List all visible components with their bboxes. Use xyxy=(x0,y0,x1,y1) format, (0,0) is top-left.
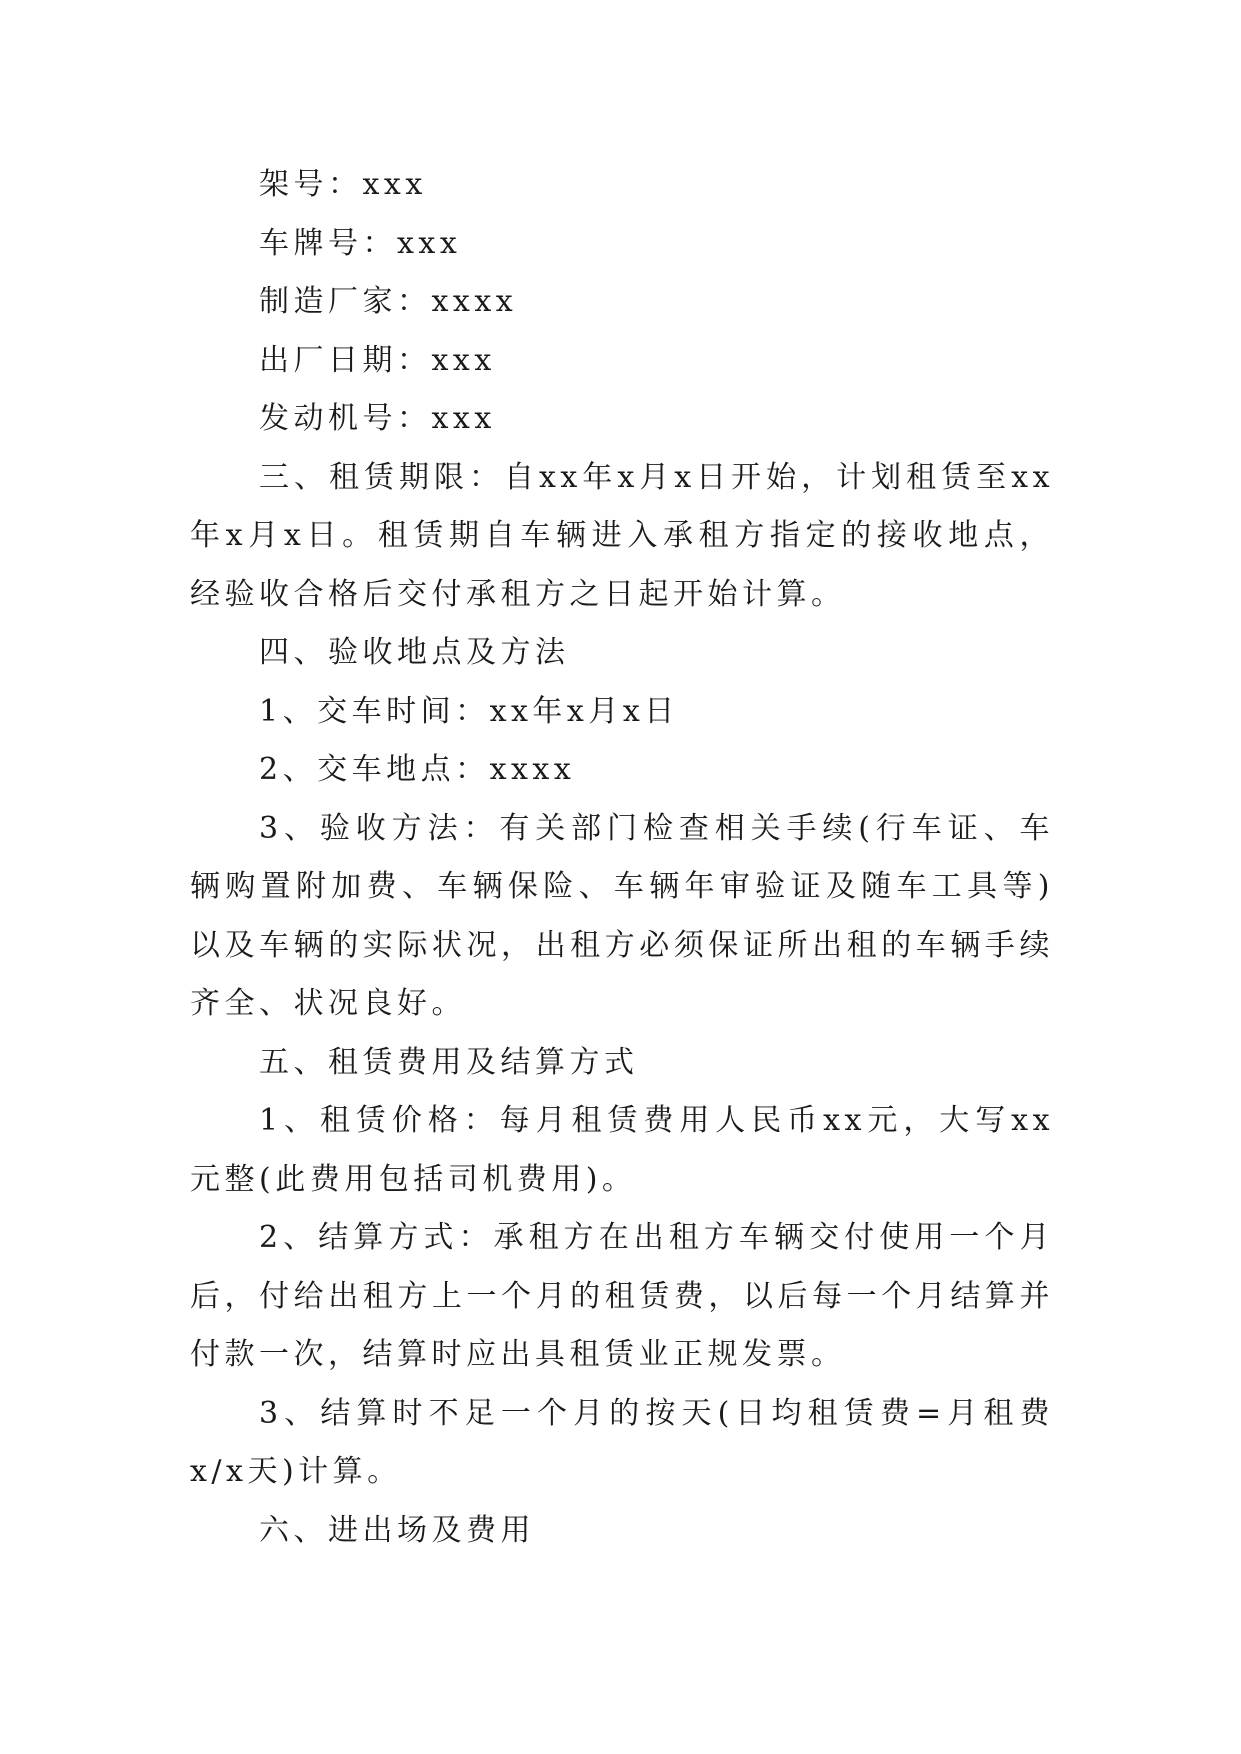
paragraph-delivery-time: 1、交车时间：xx年x月x日 xyxy=(259,693,679,729)
paragraph-inspection-method: 3、验收方法：有关部门检查相关手续(行车证、车辆购置附加费、车辆保险、车辆年审验证及随车工具等)以及车辆的实际状况，出租方必须保证所出租的车辆手续齐全、状况良好。 xyxy=(190,810,1054,1021)
paragraph-delivery-location: 2、交车地点：xxxx xyxy=(259,752,576,787)
paragraph-partial-month: 3、结算时不足一个月的按天(日均租赁费=月租费x/x天)计算。 xyxy=(190,1395,1054,1489)
paragraph-engine-number: 发动机号：xxx xyxy=(259,401,496,436)
heading-inspection: 四、验收地点及方法 xyxy=(259,635,570,670)
paragraph-plate-number: 车牌号：xxx xyxy=(259,225,462,261)
paragraph-manufacturer: 制造厂家：xxxx xyxy=(259,284,518,319)
paragraph-lease-price: 1、租赁价格：每月租赁费用人民币xx元，大写xx元整(此费用包括司机费用)。 xyxy=(190,1103,1054,1197)
document-body xyxy=(190,156,1054,1560)
paragraph-settlement-method: 2、结算方式：承租方在出租方车辆交付使用一个月后，付给出租方上一个月的租赁费，以后每一个月结算并付款一次，结算时应出具租赁业正规发票。 xyxy=(190,1220,1054,1372)
heading-fees-settlement: 五、租赁费用及结算方式 xyxy=(259,1044,639,1080)
paragraph-lease-term: 三、租赁期限：自xx年x月x日开始，计划租赁至xx年x月x日。租赁期自车辆进入承租方指定的接收地点，经验收合格后交付承租方之日起开始计算。 xyxy=(190,459,1054,612)
paragraph-frame-number: 架号：xxx xyxy=(259,167,427,202)
paragraph-production-date: 出厂日期：xxx xyxy=(259,342,496,378)
heading-entry-exit-fees: 六、进出场及费用 xyxy=(259,1512,535,1548)
